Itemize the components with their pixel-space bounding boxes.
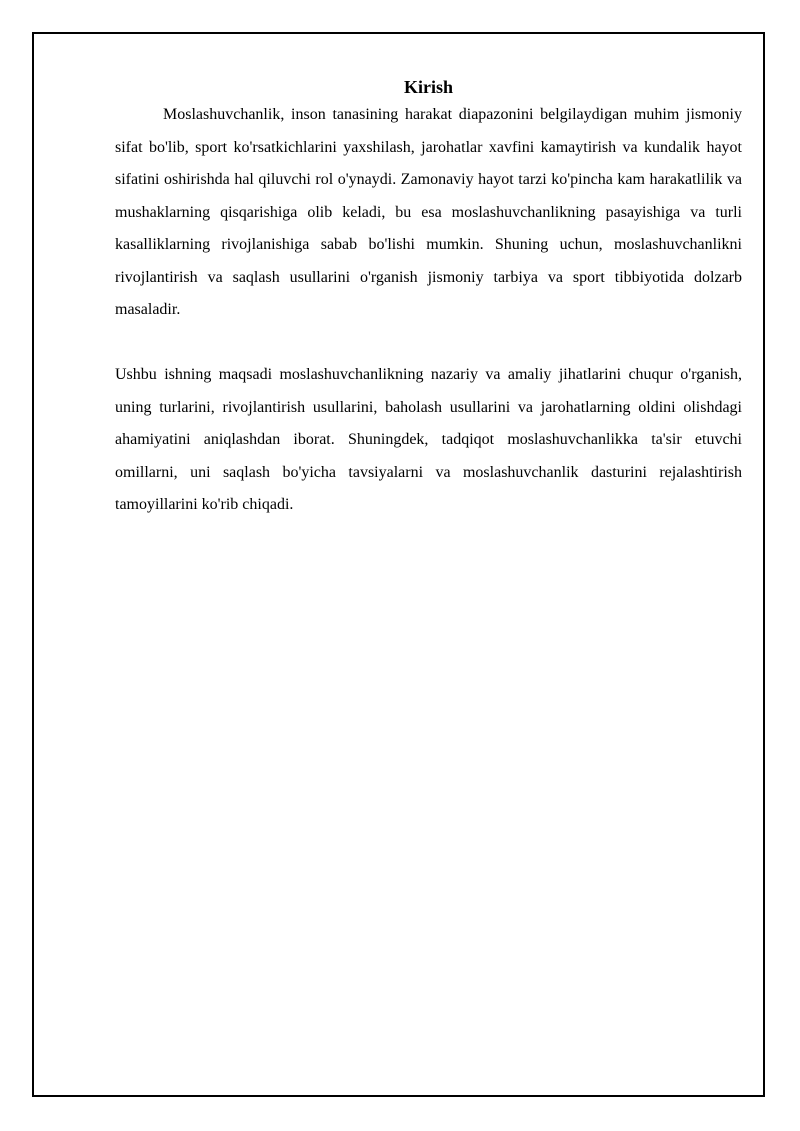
document-title: Kirish bbox=[403, 77, 453, 97]
intro-paragraph: Moslashuvchanlik, inson tanasining harakat diapazonini belgilaydigan muhim jismoniy sifat bo'lib, sport ko'rsatkichlarini yaxshilash, jarohatlar xavfini kamaytirish va kundalik hayot sifatini oshirishda hal qiluvchi rol o'ynaydi. Zamonaviy hayot tarzi ko'pincha kam harakatlilik va mushaklarning qisqarishiga olib keladi, bu esa moslashuvchanlikning pasayishiga va turli kasalliklarning rivojlanishiga sabab bo'lishi mumkin. Shuning uchun, moslashuvchanlikni rivojlantirish va saqlash usullarini o'rganish jismoniy tarbiya va sport tibbiyotida dolzarb masaladir. bbox=[115, 106, 742, 318]
document-body bbox=[115, 75, 742, 522]
paragraph-spacer bbox=[115, 327, 742, 360]
purpose-paragraph: Ushbu ishning maqsadi moslashuvchanlikning nazariy va amaliy jihatlarini chuqur o'rganish, uning turlarini, rivojlantirish usullarini, baholash usullarini va jarohatlarning oldini olishdagi ahamiyatini aniqlashdan iborat. Shuningdek, tadqiqot moslashuvchanlikka ta'sir etuvchi omillarni, uni saqlash bo'yicha tavsiyalarni va moslashuvchanlik dasturini rejalashtirish tamoyillarini ko'rib chiqadi. bbox=[115, 366, 742, 513]
